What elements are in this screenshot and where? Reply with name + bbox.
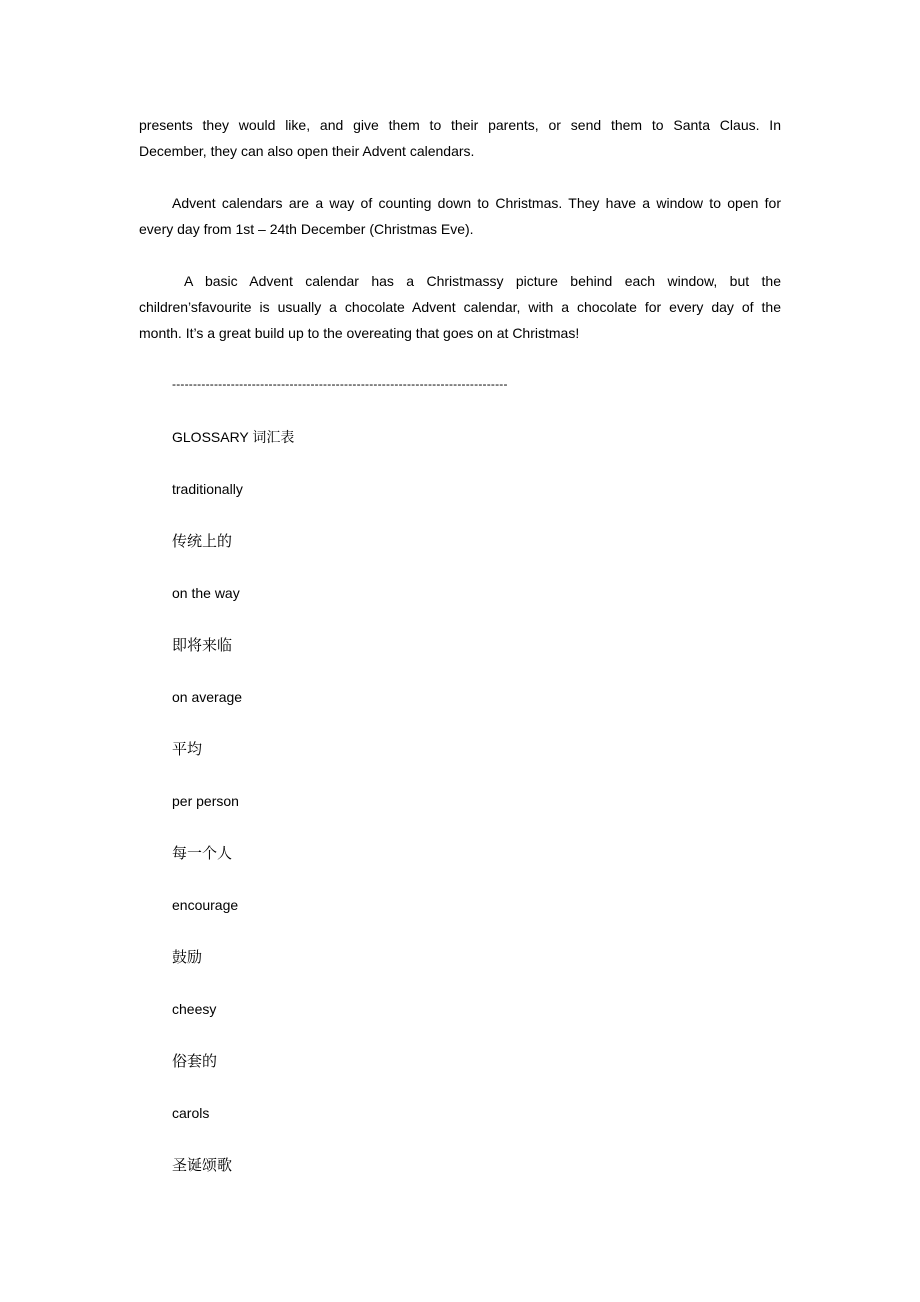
glossary-term: carols <box>172 1105 210 1121</box>
paragraph-line: every day from 1st – 24th December (Christmas Eve). <box>139 221 474 237</box>
glossary-translation: 平均 <box>172 740 203 758</box>
paragraph-line: A basic Advent calendar has a Christmassy picture behind each window, but the <box>184 273 781 289</box>
glossary-term: on average <box>172 689 243 705</box>
glossary-term: encourage <box>172 897 239 913</box>
paragraph-presents <box>139 112 781 164</box>
glossary-term: cheesy <box>172 1001 217 1017</box>
paragraph-advent-calendars <box>139 190 781 242</box>
paragraph-line: Advent calendars are a way of counting down to Christmas. They have a window to open for <box>172 195 781 211</box>
glossary-translation: 俗套的 <box>172 1052 218 1070</box>
paragraph-line: children’sfavourite is usually a chocolate Advent calendar, with a chocolate for every day of the <box>139 299 781 315</box>
glossary-translation: 鼓励 <box>172 948 203 966</box>
glossary-term: traditionally <box>172 481 243 497</box>
paragraph-basic-calendar <box>139 268 781 346</box>
glossary-translation: 每一个人 <box>172 844 233 862</box>
paragraph-line: presents they would like, and give them to their parents, or send them to Santa Claus. In <box>139 117 781 133</box>
glossary-translation: 即将来临 <box>172 636 233 654</box>
glossary-term: per person <box>172 793 239 809</box>
paragraph-line: December, they can also open their Advent calendars. <box>139 143 475 159</box>
glossary-translation: 传统上的 <box>172 532 233 550</box>
glossary-heading: GLOSSARY 词汇表 <box>172 429 295 445</box>
glossary-translation: 圣诞颂歌 <box>172 1156 233 1174</box>
paragraph-line: month. It’s a great build up to the overeating that goes on at Christmas! <box>139 325 580 341</box>
divider-line: -------------------------------------------------------------------------------- <box>172 377 508 391</box>
glossary-term: on the way <box>172 585 240 601</box>
